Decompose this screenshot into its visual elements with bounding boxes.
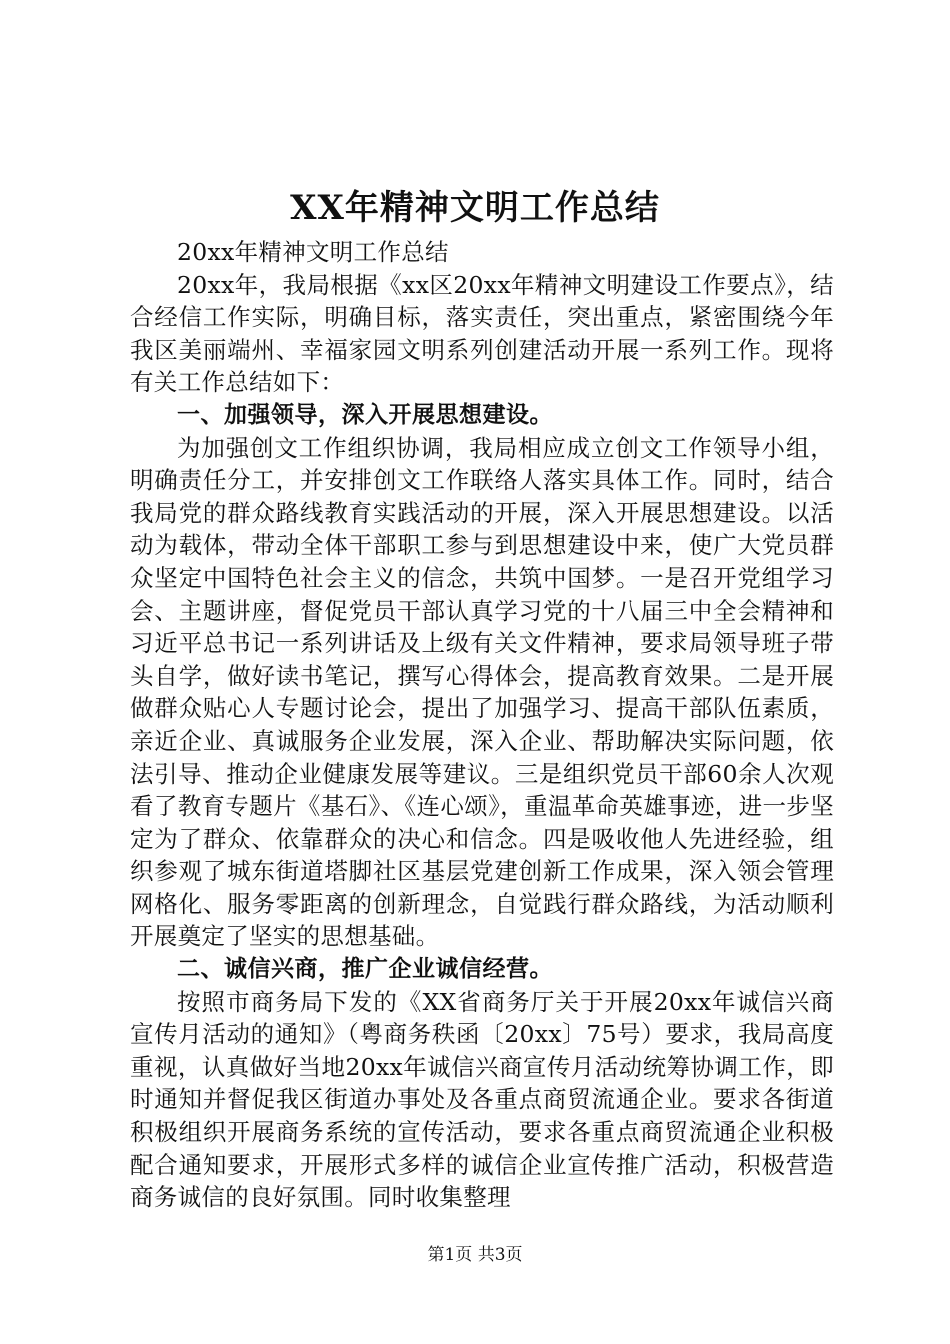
intro-paragraph: 20xx年，我局根据《xx区20xx年精神文明建设工作要点》，结合经信工作实际，明确目标，落实责任，突出重点，紧密围绕今年我区美丽端州、幸福家园文明系列创建活动开展一系列工作。现将有关工作总结如下： [130,270,834,397]
document-subtitle: 20xx年精神文明工作总结 [177,238,449,266]
document-title: XX年精神文明工作总结 [290,188,660,228]
section-1-heading: 一、加强领导，深入开展思想建设。 [177,401,553,428]
page-number-footer: 第1页 共3页 [427,1245,523,1265]
section-1-paragraph: 为加强创文工作组织协调，我局相应成立创文工作领导小组，明确责任分工，并安排创文工作联络人落实具体工作。同时，结合我局党的群众路线教育实践活动的开展，深入开展思想建设。以活动为载体，带动全体干部职工参与到思想建设中来，使广大党员群众坚定中国特色社会主义的信念，共筑中国梦。一是召开党组学习会、主题讲座，督促党员干部认真学习党的十八届三中全会精神和习近平总书记一系列讲话及上级有关文件精神，要求局领导班子带头自学，做好读书笔记，撰写心得体会，提高教育效果。二是开展做群众贴心人专题讨论会，提出了加强学习、提高干部队伍素质，亲近企业、真诚服务企业发展，深入企业、帮助解决实际问题，依法引导、推动企业健康发展等建议。三是组织党员干部60余人次观看了教育专题片《基石》、《连心颂》，重温革命英雄事迹，进一步坚定为了群众、依靠群众的决心和信念。四是吸收他人先进经验，组织参观了城东街道塔脚社区基层党建创新工作成果，深入领会管理网格化、服务零距离的创新理念，自觉践行群众路线，为活动顺利开展奠定了坚实的思想基础。 [130,433,834,951]
document-body [130,236,834,1214]
section-2-paragraph: 按照市商务局下发的《XX省商务厅关于开展20xx年诚信兴商宣传月活动的通知》（粤商务秩函〔20xx〕75号）要求，我局高度重视，认真做好当地20xx年诚信兴商宣传月活动统筹协调工作，即时通知并督促我区街道办事处及各重点商贸流通企业。要求各街道积极组织开展商务系统的宣传活动，要求各重点商贸流通企业积极配合通知要求，开展形式多样的诚信企业宣传推广活动，积极营造商务诚信的良好氛围。同时收集整理 [130,987,834,1212]
section-2-heading: 二、诚信兴商，推广企业诚信经营。 [177,956,553,983]
